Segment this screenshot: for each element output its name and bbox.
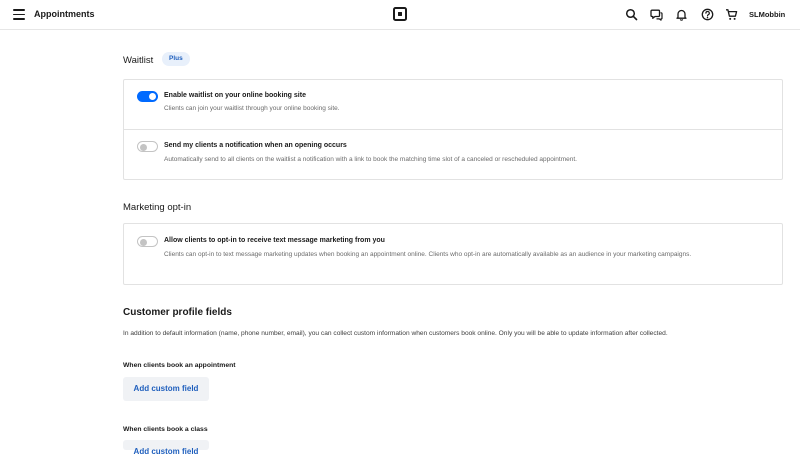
plus-badge: Plus bbox=[162, 52, 190, 66]
appointment-fields-label: When clients book an appointment bbox=[123, 362, 236, 369]
top-navigation-bar bbox=[0, 0, 800, 30]
setting-description: Clients can opt-in to text message marketing updates when booking an appointment online. Clients who opt-in are automatically available as an audience in your marketing campaigns. bbox=[164, 251, 692, 258]
customer-profile-fields-heading: Customer profile fields bbox=[123, 307, 232, 318]
user-account-menu[interactable]: SLMobbin bbox=[749, 10, 786, 19]
page-title: Appointments bbox=[34, 9, 95, 19]
text-marketing-opt-in-toggle[interactable] bbox=[137, 236, 158, 247]
messages-icon[interactable] bbox=[650, 8, 663, 21]
help-icon[interactable] bbox=[701, 8, 714, 21]
enable-waitlist-toggle[interactable] bbox=[137, 91, 158, 102]
waitlist-enable-row bbox=[124, 80, 782, 129]
cart-icon[interactable] bbox=[725, 8, 738, 21]
add-class-custom-field-button[interactable]: Add custom field bbox=[123, 440, 209, 450]
menu-icon[interactable] bbox=[13, 9, 25, 20]
waitlist-heading: Waitlist bbox=[123, 55, 154, 66]
setting-title: Enable waitlist on your online booking site bbox=[164, 92, 306, 99]
setting-title: Send my clients a notification when an opening occurs bbox=[164, 142, 347, 149]
marketing-opt-in-row bbox=[124, 224, 782, 284]
marketing-opt-in-heading: Marketing opt-in bbox=[123, 202, 192, 213]
add-appointment-custom-field-button[interactable]: Add custom field bbox=[123, 377, 209, 401]
setting-description: Clients can join your waitlist through your online booking site. bbox=[164, 105, 340, 112]
waitlist-notification-row bbox=[124, 130, 782, 180]
opening-notification-toggle[interactable] bbox=[137, 141, 158, 152]
bell-icon[interactable] bbox=[675, 8, 688, 21]
waitlist-settings-card bbox=[123, 79, 783, 180]
setting-description: Automatically send to all clients on the waitlist a notification with a link to book the matching time slot of a canceled or rescheduled appointment. bbox=[164, 156, 577, 163]
setting-title: Allow clients to opt-in to receive text message marketing from you bbox=[164, 237, 385, 244]
marketing-settings-card bbox=[123, 223, 783, 285]
profile-fields-description: In addition to default information (name, phone number, email), you can collect custom information when customers book online. Only you will be able to update information after collected. bbox=[123, 330, 668, 337]
search-icon[interactable] bbox=[625, 8, 638, 21]
square-logo-icon[interactable] bbox=[393, 7, 407, 21]
class-fields-label: When clients book a class bbox=[123, 426, 208, 433]
